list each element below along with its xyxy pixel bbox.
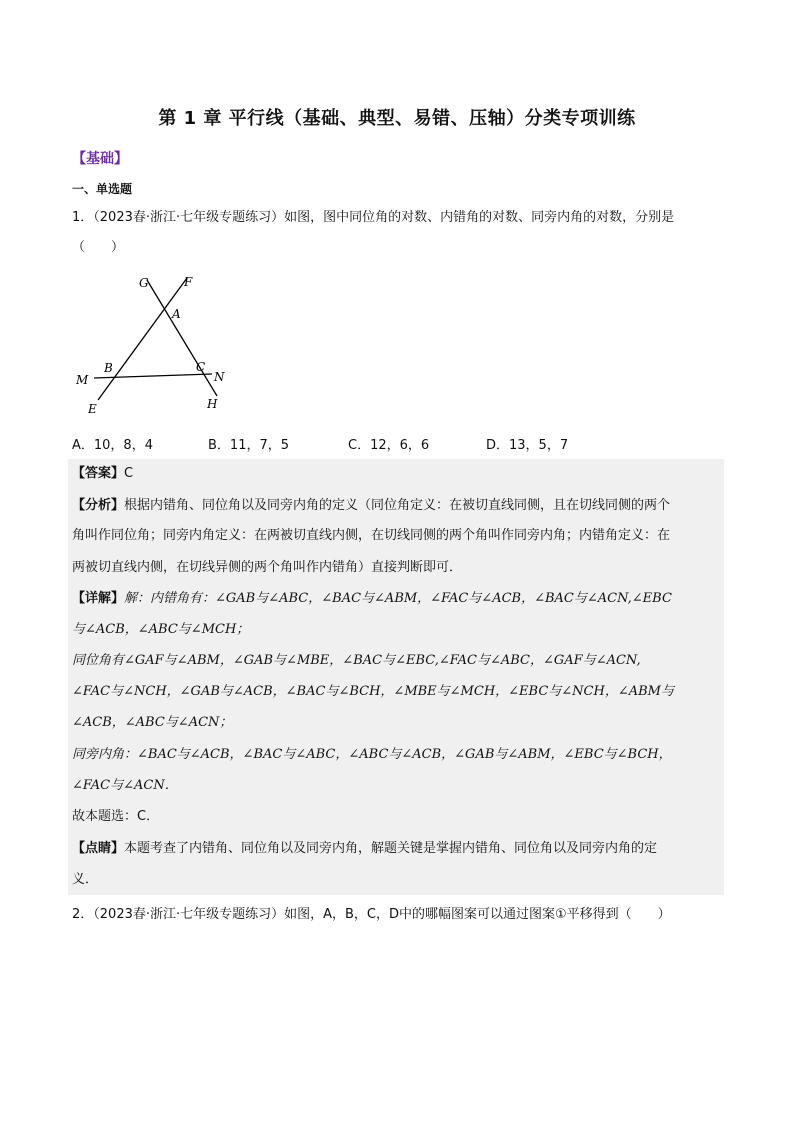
option-a[interactable]: A．10，8，4: [72, 438, 153, 453]
q1-options: [72, 434, 722, 454]
detail-tag: 【详解】: [72, 591, 125, 606]
analysis-line-2: 角叫作同位角；同旁内角定义：在两被切直线内侧，在切线同侧的两个角叫作同旁内角；内错角定义：在: [72, 528, 671, 543]
detail-line-1: 【详解】解：内错角有：∠GAB与∠ABC，∠BAC与∠ABM，∠FAC与∠ACB，∠BAC与∠ACN,∠EBC: [72, 591, 672, 606]
detail-line-2: 与∠ACB，∠ABC与∠MCH；: [72, 622, 250, 637]
option-d[interactable]: D．13，5，7: [486, 438, 569, 453]
label-b: B: [104, 361, 113, 375]
detail-line-3: 同位角有∠GAF与∠ABM，∠GAB与∠MBE，∠BAC与∠EBC,∠FAC与∠ABC，∠GAF与∠ACN,: [72, 653, 641, 668]
label-h: H: [207, 397, 218, 411]
analysis-line-1: 【分析】根据内错角、同位角以及同旁内角的定义（同位角定义：在被切直线同侧，且在切线同侧的两个: [72, 498, 671, 513]
comment-line-2: 义．: [72, 872, 99, 887]
label-m: M: [76, 373, 89, 387]
label-g: G: [139, 276, 149, 290]
analysis-tag: 【分析】: [72, 498, 125, 513]
line-fe: [98, 278, 187, 400]
label-n: N: [214, 370, 225, 384]
section-tag-basic: 【基础】: [72, 151, 128, 167]
page-title: 第 1 章 平行线（基础、典型、易错、压轴）分类专项训练: [158, 108, 636, 129]
subhead-single-choice: 一、单选题: [72, 182, 133, 196]
comment-tag: 【点睛】: [72, 841, 125, 856]
q1-stem-line1: 1．（2023春·浙江·七年级专题练习）如图，图中同位角的对数、内错角的对数、同旁内角的对数，分别是: [72, 210, 675, 225]
option-b[interactable]: B．11，7，5: [208, 438, 290, 453]
q1-geometry-figure: [72, 268, 242, 418]
detail-line-8: 故本题选：C．: [72, 809, 160, 824]
q1-stem-line2: （ ）: [72, 240, 125, 255]
label-f: F: [184, 275, 193, 289]
answer-tag: 【答案】: [72, 466, 125, 481]
label-c: C: [196, 360, 206, 374]
detail-line-5: ∠ACB，∠ABC与∠ACN；: [72, 715, 233, 730]
detail-line-7: ∠FAC与∠ACN．: [72, 778, 178, 793]
q2-stem-line1: 2．（2023春·浙江·七年级专题练习）如图，A，B，C，D中的哪幅图案可以通过图案①平移得到（ ）: [72, 907, 671, 922]
detail-line-6: 同旁内角：∠BAC与∠ACB，∠BAC与∠ABC，∠ABC与∠ACB，∠GAB与∠ABM，∠EBC与∠BCH，: [72, 747, 672, 762]
answer-line: [72, 465, 133, 483]
line-gh: [147, 280, 217, 396]
analysis-line-3: 两被切直线内侧，在切线异侧的两个角叫作内错角）直接判断即可．: [72, 560, 463, 575]
label-a: A: [172, 307, 181, 321]
label-e: E: [88, 402, 97, 416]
detail-line-4: ∠FAC与∠NCH，∠GAB与∠ACB，∠BAC与∠BCH，∠MBE与∠MCH，∠EBC与∠NCH，∠ABM与: [72, 684, 674, 699]
q1-answer-block: [68, 459, 724, 895]
answer-value: C: [124, 466, 134, 481]
option-c[interactable]: C．12，6，6: [348, 438, 430, 453]
comment-line-1: 【点睛】本题考查了内错角、同位角以及同旁内角，解题关键是掌握内错角、同位角以及同旁内角的定: [72, 841, 658, 856]
